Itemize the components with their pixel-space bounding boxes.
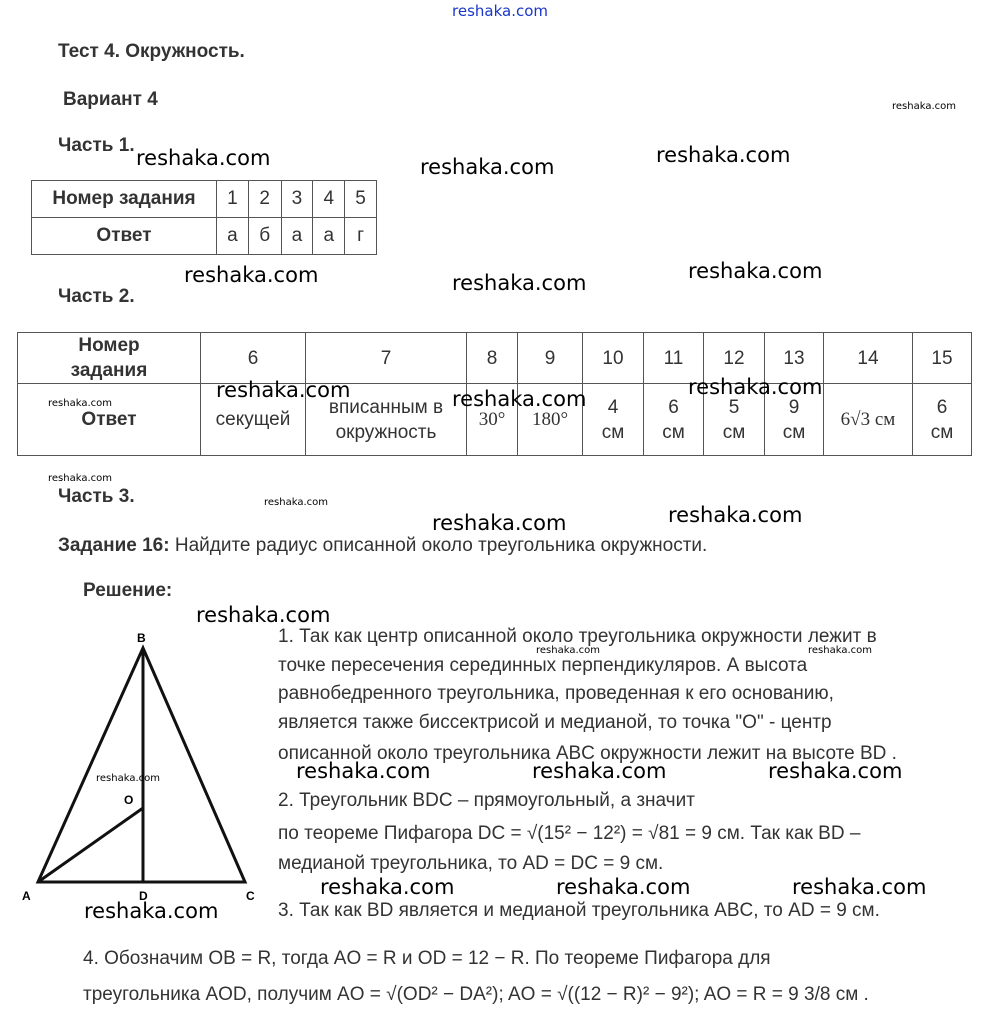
answer-text: см	[782, 421, 806, 443]
header-label: Номер задания	[32, 181, 217, 218]
solution-label: Решение:	[83, 580, 173, 601]
answer-cell	[913, 384, 972, 456]
solution-line: является также биссектрисой и медианой, то точка "O" - центр	[278, 712, 832, 733]
solution-line: медианой треугольника, то AD = DC = 9 см.	[278, 853, 664, 874]
solution-line: 3. Так как BD является и медианой треугольника ABC, то AD = 9 см.	[278, 900, 880, 921]
answer-cell	[583, 384, 644, 456]
answer-text: 9	[788, 396, 800, 418]
header-label-line: задания	[70, 360, 148, 381]
task-number: 4	[313, 181, 345, 218]
answer-text: 30°	[478, 409, 506, 430]
watermark: reshaka.com	[452, 387, 587, 411]
answer-text: 6	[668, 396, 679, 418]
answer-label: Ответ	[32, 218, 217, 255]
answer-text: 6	[936, 396, 948, 418]
task-number: 10	[583, 333, 644, 384]
task-number: 11	[644, 333, 704, 384]
task-number: 1	[217, 181, 249, 218]
answer-cell: б	[248, 218, 281, 255]
part1-table	[31, 180, 377, 255]
variant-title: Вариант 4	[63, 89, 158, 110]
answer-text: окружность	[335, 421, 437, 443]
watermark: reshaka.com	[668, 503, 803, 527]
answer-cell	[824, 384, 913, 456]
watermark[interactable]: reshaka.com	[452, 2, 548, 20]
watermark: reshaka.com	[556, 875, 691, 899]
solution-line: описанной около треугольника ABC окружности лежит на высоте BD .	[278, 743, 897, 764]
watermark: reshaka.com	[96, 773, 160, 784]
task-number: 6	[201, 333, 306, 384]
watermark: reshaka.com	[892, 101, 956, 112]
task-16	[58, 535, 707, 557]
answer-cell: а	[217, 218, 249, 255]
task-number: 7	[306, 333, 467, 384]
answer-cell: г	[345, 218, 377, 255]
table-row	[18, 333, 972, 384]
part1-heading: Часть 1.	[58, 135, 135, 156]
task-number: 3	[281, 181, 313, 218]
watermark: reshaka.com	[320, 875, 455, 899]
page-title: Тест 4. Окружность.	[58, 41, 245, 62]
label-d: D	[139, 889, 148, 903]
solution-line: равнобедренного треугольника, проведенная к его основанию,	[278, 683, 834, 704]
watermark: reshaka.com	[136, 146, 271, 170]
watermark: reshaka.com	[536, 645, 600, 656]
watermark: reshaka.com	[808, 645, 872, 656]
watermark: reshaka.com	[264, 497, 328, 508]
label-a: A	[22, 889, 31, 903]
watermark: reshaka.com	[532, 759, 667, 783]
answer-text: вписанным в	[328, 396, 444, 418]
watermark: reshaka.com	[688, 375, 823, 399]
answer-text: см	[662, 421, 685, 443]
table-row	[32, 218, 377, 255]
task-number: 15	[913, 333, 972, 384]
solution-line: 2. Треугольник BDC – прямоугольный, а значит	[278, 790, 695, 811]
watermark: reshaka.com	[296, 759, 431, 783]
watermark: reshaka.com	[48, 473, 112, 484]
answer-text: 4	[607, 396, 619, 418]
watermark: reshaka.com	[184, 263, 319, 287]
watermark: reshaka.com	[196, 603, 331, 627]
watermark: reshaka.com	[216, 378, 351, 402]
answer-text: см	[930, 421, 954, 443]
answer-text: секущей	[215, 409, 291, 430]
task-text: Найдите радиус описанной около треугольника окружности.	[169, 535, 708, 556]
task-number: 5	[345, 181, 377, 218]
part3-heading: Часть 3.	[58, 486, 135, 507]
part2-heading: Часть 2.	[58, 286, 135, 307]
watermark: reshaka.com	[688, 259, 823, 283]
task-number: 2	[248, 181, 281, 218]
answer-cell: а	[313, 218, 345, 255]
table-row	[32, 181, 377, 218]
answer-text: 5	[728, 396, 740, 418]
task-number: 13	[765, 333, 824, 384]
answer-text: см	[601, 421, 625, 443]
header-label-line: Номер	[78, 335, 140, 356]
solution-line: треугольника AOD, получим AO = √(OD² − DA²); AO = √((12 − R)² − 9²); AO = R = 9 3/8 см .	[83, 984, 869, 1005]
answer-label: Ответ	[18, 384, 201, 456]
label-c: C	[246, 889, 255, 903]
watermark: reshaka.com	[420, 155, 555, 179]
answer-text: 6√3 см	[840, 409, 896, 430]
watermark: reshaka.com	[768, 759, 903, 783]
watermark: reshaka.com	[84, 899, 219, 923]
answer-text: 180°	[531, 409, 569, 430]
task-number: 12	[704, 333, 765, 384]
task-number: 14	[824, 333, 913, 384]
triangle-figure	[0, 620, 270, 910]
answer-cell: а	[281, 218, 313, 255]
solution-line: 4. Обозначим OB = R, тогда AO = R и OD = 12 − R. По теореме Пифагора для	[83, 948, 771, 969]
watermark: reshaka.com	[792, 875, 927, 899]
task-number: 8	[467, 333, 518, 384]
task-label: Задание 16:	[58, 535, 170, 556]
task-number: 9	[518, 333, 583, 384]
solution-line: точке пересечения серединных перпендикуляров. А высота	[278, 655, 808, 676]
watermark: reshaka.com	[656, 143, 791, 167]
solution-line: 1. Так как центр описанной около треугольника окружности лежит в	[278, 626, 877, 647]
watermark: reshaka.com	[452, 271, 587, 295]
label-o: O	[124, 793, 134, 807]
answer-text: см	[722, 421, 746, 443]
watermark: reshaka.com	[48, 398, 112, 409]
watermark: reshaka.com	[432, 511, 567, 535]
label-b: B	[137, 631, 146, 645]
header-label	[18, 333, 201, 384]
solution-line: по теореме Пифагора DC = √(15² − 12²) = √81 = 9 см. Так как BD –	[278, 823, 861, 844]
